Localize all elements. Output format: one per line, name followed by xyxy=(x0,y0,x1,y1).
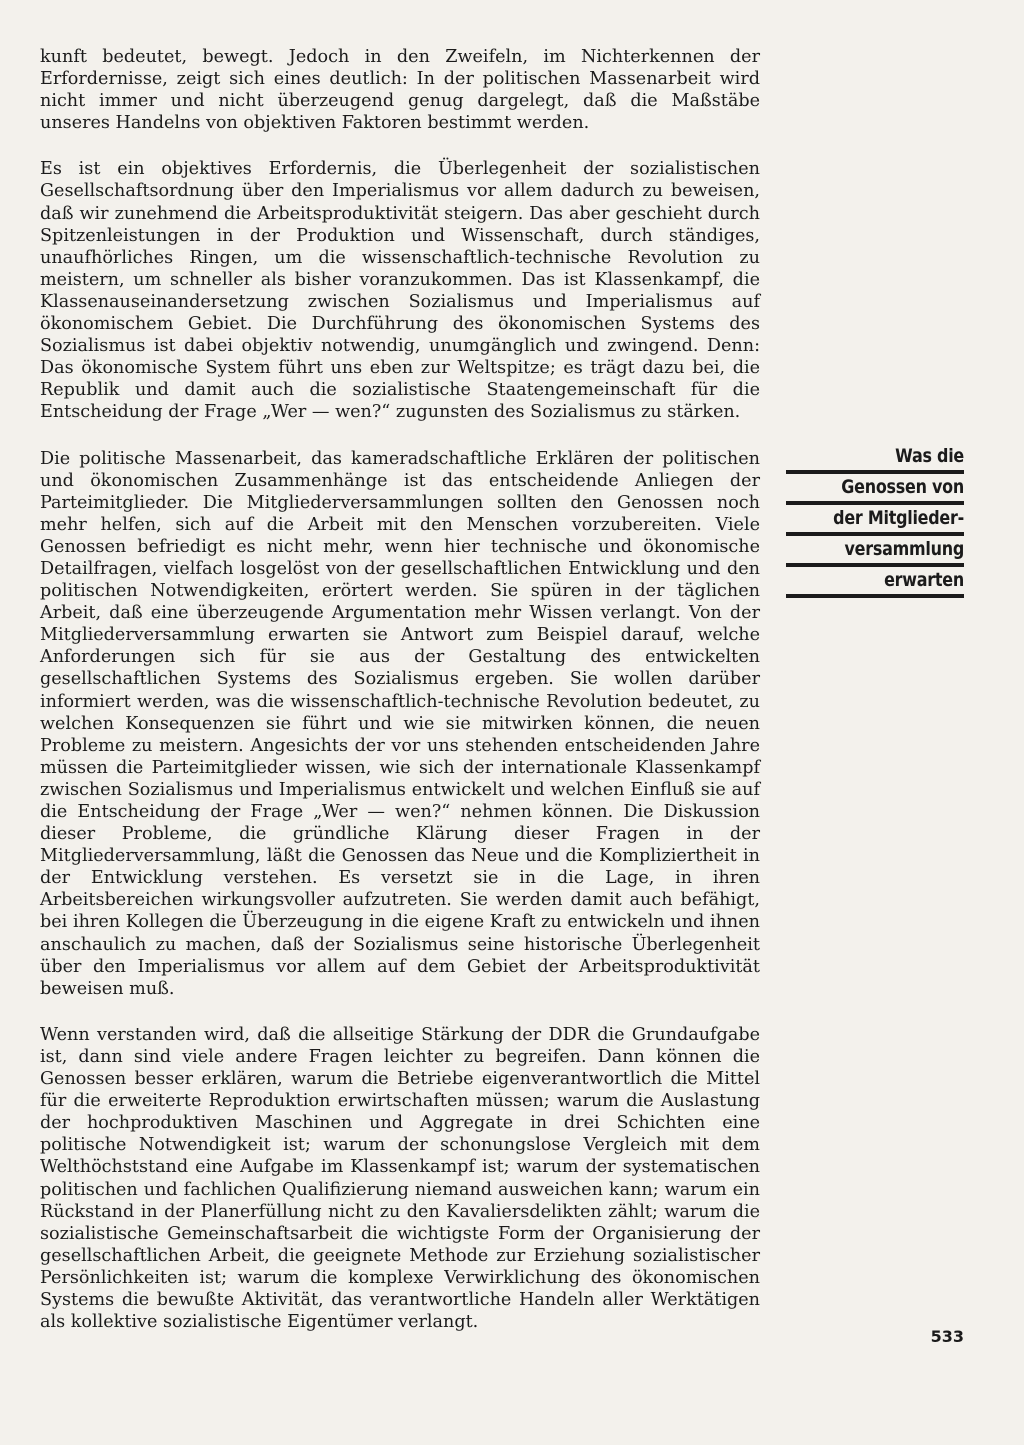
sidebar-heading-line-4: versammlung xyxy=(844,538,964,560)
sidebar-heading xyxy=(786,443,964,598)
page-number: 533 xyxy=(930,1327,964,1346)
main-text-column xyxy=(40,46,760,1357)
paragraph-4: Wenn verstanden wird, daß die allseitige Stärkung der DDR die Grundaufgabe ist, dann sind viele andere Fragen leichter zu begreifen. Dann können die Genossen besser erklären, warum die Betriebe eigenverantwortlich die Mittel für die erweiterte Reproduktion erwirtschaften müssen; warum die Auslastung der hochproduktiven Maschinen und Aggregate in drei Schichten eine politische Notwendigkeit ist; warum der schonungslose Vergleich mit dem Welthöchststand eine Aufgabe im Klassenkampf ist; warum der systematischen politischen und fachlichen Qualifizierung niemand ausweichen kann; warum ein Rückstand in der Planerfüllung nicht zu den Kavaliersdelikten zählt; warum die sozialistische Gemeinschaftsarbeit die wichtigste Form der Organisierung der gesellschaftlichen Arbeit, die geeignete Methode zur Erziehung sozialistischer Persönlichkeiten ist; warum die komplexe Verwirklichung des ökonomischen Systems die bewußte Aktivität, das verantwortliche Handeln aller Werktätigen als kollektive sozialistische Eigentümer verlangt. xyxy=(40,1024,760,1333)
sidebar-heading-line-5: erwarten xyxy=(884,569,964,591)
paragraph-2: Es ist ein objektives Erfordernis, die Überlegenheit der sozialistischen Gesellschaftsordnung über den Imperialismus vor allem dadurch zu beweisen, daß wir zunehmend die Arbeitsproduktivität steigern. Das aber geschieht durch Spitzenleistungen in der Produktion und Wissenschaft, durch ständiges, unaufhörliches Ringen, um die wissenschaftlich-technische Revolution zu meistern, um schneller als bisher voranzukommen. Das ist Klassenkampf, die Klassenauseinandersetzung zwischen Sozialismus und Imperialismus auf ökonomischem Gebiet. Die Durchführung des ökonomischen Systems des Sozialismus ist dabei objektiv notwendig, unumgänglich und zwingend. Denn: Das ökonomische System führt uns eben zur Weltspitze; es trägt dazu bei, die Republik und damit auch die sozialistische Staatengemeinschaft für die Entscheidung der Frage „Wer — wen?“ zugunsten des Sozialismus zu stärken. xyxy=(40,159,760,423)
sidebar-heading-line-2: Genossen von xyxy=(841,476,964,498)
paragraph-1: kunft bedeutet, bewegt. Jedoch in den Zweifeln, im Nichterkennen der Erfordernisse, zeigt sich eines deutlich: In der politischen Massenarbeit wird nicht immer und nicht überzeugend genug dargelegt, daß die Maßstäbe unseres Handelns von objektiven Faktoren bestimmt werden. xyxy=(40,47,760,134)
sidebar-heading-line-3: der Mitglieder- xyxy=(833,507,964,529)
sidebar-rule-5 xyxy=(786,594,964,598)
sidebar-heading-line-1: Was die xyxy=(895,445,964,467)
paragraph-3: Die politische Massenarbeit, das kameradschaftliche Erklären der politischen und ökonomischen Zusammenhänge ist das entscheidende Anliegen der Parteimitglieder. Die Mitgliederversammlungen sollten den Genossen noch mehr helfen, sich auf die Arbeit mit den Menschen vorzubereiten. Viele Genossen befriedigt es nicht mehr, wenn hier technische und ökonomische Detailfragen, vielfach losgelöst von der gesellschaftlichen Entwicklung und den politischen Notwendigkeiten, erörtert werden. Sie spüren in der täglichen Arbeit, daß eine überzeugende Argumentation mehr Wissen verlangt. Von der Mitgliederversammlung erwarten sie Antwort zum Beispiel darauf, welche Anforderungen sich für sie aus der Gestaltung des entwickelten gesellschaftlichen Systems des Sozialismus ergeben. Sie wollen darüber informiert werden, was die wissenschaftlich-technische Revolution bedeutet, zu welchen Konsequenzen sie führt und wie sie mitwirken können, die neuen Probleme zu meistern. Angesichts der vor uns stehenden entscheidenden Jahre müssen die Parteimitglieder wissen, wie sich der internationale Klassenkampf zwischen Sozialismus und Imperialismus entwickelt und welchen Einfluß sie auf die Entscheidung der Frage „Wer — wen?“ nehmen können. Die Diskussion dieser Probleme, die gründliche Klärung dieser Fragen in der Mitgliederversammlung, läßt die Genossen das Neue und die Kompliziertheit in der Entwicklung verstehen. Es versetzt sie in die Lage, in ihren Arbeitsbereichen wirkungsvoller aufzutreten. Sie werden damit auch befähigt, bei ihren Kollegen die Überzeugung in die eigene Kraft zu entwickeln und ihnen anschaulich zu machen, daß der Sozialismus seine historische Überlegenheit über den Imperialismus vor allem auf dem Gebiet der Arbeitsproduktivität beweisen muß. xyxy=(40,448,760,999)
